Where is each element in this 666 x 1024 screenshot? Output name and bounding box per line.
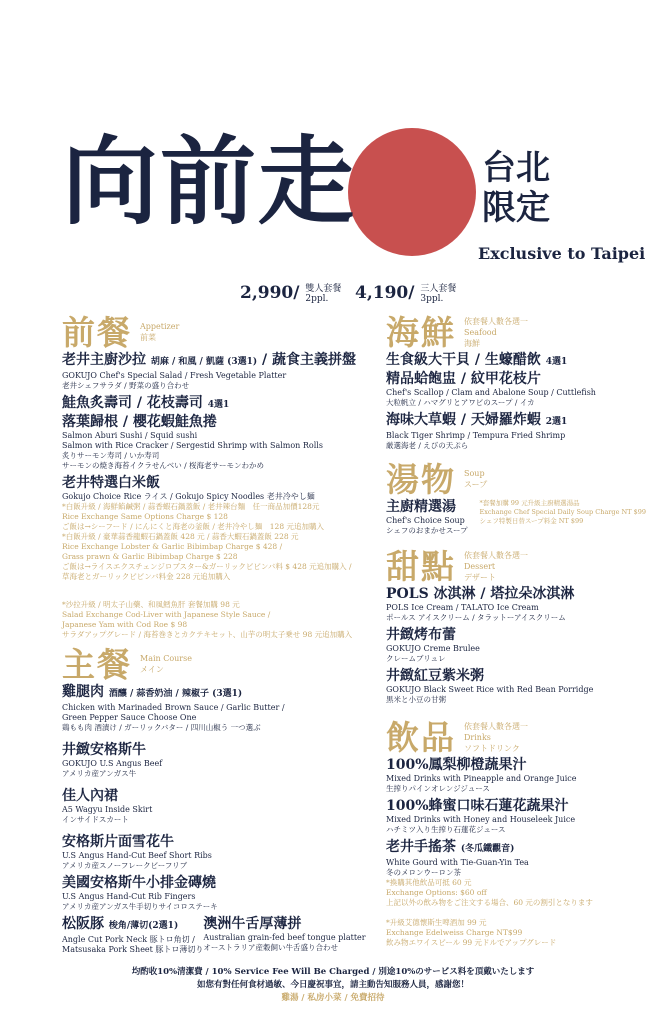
dish-en: Black Tiger Shrimp / Tempura Fried Shrimp: [386, 431, 566, 440]
appetizer-title: 前餐: [62, 312, 132, 352]
dish-jp: 厳選海老 / えびの天ぷら: [386, 441, 469, 450]
note: 草海老とガーリックビビンバ料金 228 元追加購入: [62, 572, 231, 581]
dish-jp: 黒米と小豆の甘粥: [386, 695, 446, 704]
dish-en: GOKUJO Black Sweet Rice with Red Bean Porridge: [386, 685, 594, 694]
badge-line-1: 台北: [482, 148, 550, 188]
badge-line-2: 限定: [482, 188, 550, 228]
dish-jp: インサイドスカート: [62, 815, 129, 824]
note: 飲み物エワイスビール 99 元ドルでアップグレード: [386, 938, 557, 947]
note: 上記以外の飲み物をご注文する場合、60 元の割引となります: [386, 898, 593, 907]
left-column: [62, 312, 366, 955]
dish-jp: ハチミツ入り生搾り石蓮花ジュース: [386, 825, 506, 834]
appetizer-sub-en: Appetizer: [140, 322, 180, 331]
note: ご飯は→ライスエクスチェンジロブスター&ガーリックビビンバ料 $ 428 元追加購入 /: [62, 562, 352, 571]
dish-en: U.S Angus Hand-Cut Beef Short Ribs: [62, 851, 212, 860]
soup-row: [386, 499, 646, 536]
section-soup: 湯物 Soup スープ: [386, 459, 488, 499]
dish-pork: 松阪豚 梭角/薄切(2選1) Angle Cut Pork Neck 豚トロ角切 / Matsusaka Pork Sheet 豚トロ薄切り: [62, 916, 204, 954]
dish-honey-juice: 100%蜂蜜口味石蓮花蔬果汁: [386, 798, 569, 814]
note: Japanese Yam with Cod Roe $ 98: [62, 620, 188, 629]
price-2ppl-amount: 2,990/: [240, 283, 300, 303]
soup-note: *套餐加購 99 元升級主廚精選湯品 Exchange Chef Special Daily Soup Charge NT $99 シェフ特製日替スープ料金 NT $99: [479, 499, 646, 525]
dish-en: Mixed Drinks with Honey and Houseleek Juice: [386, 815, 576, 824]
dish-soup: 主廚精選湯: [386, 499, 456, 515]
dish-jp: 炙りサーモン寿司 / いか寿司: [62, 451, 160, 460]
dish-jp: ポールス アイスクリーム / タラットーアイスクリーム: [386, 613, 566, 622]
note: Exchange Options: $60 off: [386, 888, 487, 897]
footer-allergy: 如您有對任何食材過敏、今日慶祝事宜，請主動告知服務人員，感謝您！: [196, 980, 469, 990]
seafood-title: 海鮮: [386, 312, 456, 352]
dish-skirt: 佳人內裙: [62, 788, 118, 804]
dish-chicken: 雞腿肉 酒釀 / 蒜香奶油 / 辣椒子 (3選1): [62, 684, 243, 700]
dish-clam: 精品蛤飽盅 / 紋甲花枝片: [386, 371, 541, 387]
dish-short-ribs: 安格斯片面雪花牛: [62, 834, 174, 850]
dish-jp: サーモンの焼き海苔イクラせんべい / 桜海老サーモンわかめ: [62, 461, 264, 470]
dish-rib-fingers: 美國安格斯牛小排金磚燒: [62, 875, 216, 891]
section-main: [62, 644, 362, 684]
dish-porridge: 井緻紅豆紫米粥: [386, 668, 484, 684]
dish-jp: アメリカ産アンガス牛手切りサイコロステーキ: [62, 902, 218, 911]
note: サラダアップグレード / 海苔巻きとカクテキセット、山芋の明太子乗せ 98 元追加購入: [62, 630, 353, 639]
note: *白飯升級 / 豪華蒜香龍蝦石鍋蓋飯 428 元 / 蒜香大蝦石鍋蓋飯 228 元: [62, 532, 299, 541]
note: Rice Exchange Lobster & Garlic Bibimbap Charge $ 428 /: [62, 542, 283, 551]
note: *沙拉升級 / 明太子山藥、和風鱈魚肝 套餐加購 98 元: [62, 600, 240, 609]
dish-jp: 鶏もも肉 酒漬け / ガーリックバター / 四川山椒う 一つ選ぶ: [62, 723, 261, 732]
note: Exchange Edelweiss Charge NT$99: [386, 928, 523, 937]
note: Salad Exchange Cod-Liver with Japanese Style Sauce /: [62, 610, 271, 619]
dish-en: GOKUJO Creme Brulee: [386, 644, 480, 653]
right-column: [386, 312, 646, 948]
dish-en: Chef's Scallop / Clam and Abalone Soup / Cuttlefish: [386, 388, 596, 397]
section-drinks: 飲品 依套餐人數各選一 Drinks ソフトドリンク: [386, 717, 528, 757]
note: *升級艾德懷斯生啤酒加 99 元: [386, 918, 487, 927]
dish-jp: クレームブリュレ: [386, 654, 446, 663]
main-sub-en: Main Course: [140, 654, 192, 663]
dish-angus: 井緻安格斯牛: [62, 742, 146, 758]
dish-en: GOKUJO U.S Angus Beef: [62, 759, 163, 768]
dish-rice: 老井特選白米飯: [62, 475, 160, 491]
last-dish-row: [62, 916, 366, 955]
section-appetizer: [62, 312, 362, 352]
dish-jp: 大粒帆立 / ハマグリとアワビのスープ / イカ: [386, 398, 535, 407]
dish-jp: 冬のメロンウーロン茶: [386, 868, 461, 877]
dish-en: Gokujo Choice Rice ライス / Gokujo Spicy Noodles 老井冷やし麺: [62, 492, 315, 501]
dish-en: Chef's Choice Soup: [386, 516, 465, 525]
dish-en: Chicken with Marinaded Brown Sauce / Garlic Butter /: [62, 703, 285, 712]
dish-en: Mixed Drinks with Pineapple and Orange Juice: [386, 774, 577, 783]
dish-rolls: 落葉歸根 / 櫻花蝦鮭魚捲: [62, 414, 217, 430]
note: *換購其他飲品可抵 60 元: [386, 878, 472, 887]
dish-jp: アメリカ産スノーフレークビーフリブ: [62, 861, 188, 870]
footer: [0, 966, 666, 1005]
exclusive-label: Exclusive to Taipei: [478, 244, 646, 263]
main-sub-jp: メイン: [140, 665, 164, 674]
footer-service-fee: 均酌收10%清潔費 / 10% Service Fee Will Be Charged / 別途10%のサービス料を頂戴いたします: [131, 967, 535, 977]
dish-sushi: 鮭魚炙壽司 / 花枝壽司 4選1: [62, 395, 230, 411]
main-title: 主餐: [62, 644, 132, 684]
dish-jp: シェフのおまかせスープ: [386, 526, 468, 535]
note: *白飯升級 / 海鮮餡鹹粥 / 蒜香蝦石鍋蓋飯 / 老井辣台麵 任一商品加價128元: [62, 502, 320, 511]
appetizer-sub-jp: 前菜: [140, 333, 156, 342]
note: Grass prawn & Garlic Bibimbap Charge $ 228: [62, 552, 238, 561]
price-3ppl: [355, 283, 456, 304]
dish-brulee: 井緻烤布蕾: [386, 627, 456, 643]
dish-jp: アメリカ産アンガス牛: [62, 769, 137, 778]
dish-en: White Gourd with Tie-Guan-Yin Tea: [386, 858, 529, 867]
price-2ppl: [240, 283, 341, 304]
dish-tea: 老井手搖茶 (冬瓜鐵觀音): [386, 839, 515, 855]
dish-scallop: 生食級大干貝 / 生蠔醋飲 4選1: [386, 352, 568, 368]
dish-en: Salmon with Rice Cracker / Sergestid Shrimp with Salmon Rolls: [62, 441, 323, 450]
dish-ice-cream: POLS 冰淇淋 / 塔拉朵冰淇淋: [386, 586, 575, 602]
price-2ppl-label: 雙人套餐 2ppl.: [305, 283, 342, 304]
dish-shrimp: 海味大草蝦 / 天婦羅炸蝦 2選1: [386, 412, 568, 428]
dish-en: GOKUJO Chef's Special Salad / Fresh Vegetable Platter: [62, 371, 287, 380]
dish-en: POLS Ice Cream / TALATO Ice Cream: [386, 603, 539, 612]
dish-en: Green Pepper Sauce Choose One: [62, 713, 197, 722]
footer-free-items: 雞湯 / 私房小菜 / 免費招待: [281, 993, 385, 1003]
drinks-title: 飲品: [386, 717, 456, 757]
dish-tongue: 澳洲牛舌厚薄拼 Australian grain-fed beef tongue platter オーストラリア産穀飼い牛舌盛り合わせ: [203, 916, 366, 952]
price-3ppl-label: 三人套餐 3ppl.: [420, 283, 457, 304]
section-seafood: 海鮮 依套餐人數各選一 Seafood 海鮮: [386, 312, 528, 352]
dish-en: A5 Wagyu Inside Skirt: [62, 805, 153, 814]
dish-jp: 生搾りパインオレンジジュース: [386, 784, 490, 793]
red-circle-decoration: [348, 128, 476, 256]
dish-en: U.S Angus Hand-Cut Rib Fingers: [62, 892, 196, 901]
note: ご飯は→シーフード / にんにくと海老の釜飯 / 老井冷やし麺 128 元追加購入: [62, 522, 324, 531]
dish-pineapple-juice: 100%鳳梨柳橙蔬果汁: [386, 757, 527, 773]
page-title: 向前走: [62, 125, 356, 238]
taipei-limited-badge: [482, 148, 550, 228]
section-dessert: 甜點 依套餐人數各選一 Dessert デザート: [386, 546, 528, 586]
dish-jp: 老井シェフサラダ / 野菜の盛り合わせ: [62, 381, 190, 390]
soup-title: 湯物: [386, 459, 456, 499]
dish-chef-salad: 老井主廚沙拉 胡麻 / 和風 / 凱薩 (3選1) / 蔬食主義拼盤: [62, 352, 357, 368]
dish-en: Salmon Aburi Sushi / Squid sushi: [62, 431, 198, 440]
price-3ppl-amount: 4,190/: [355, 283, 415, 303]
note: Rice Exchange Same Options Charge $ 128: [62, 512, 228, 521]
dessert-title: 甜點: [386, 546, 456, 586]
